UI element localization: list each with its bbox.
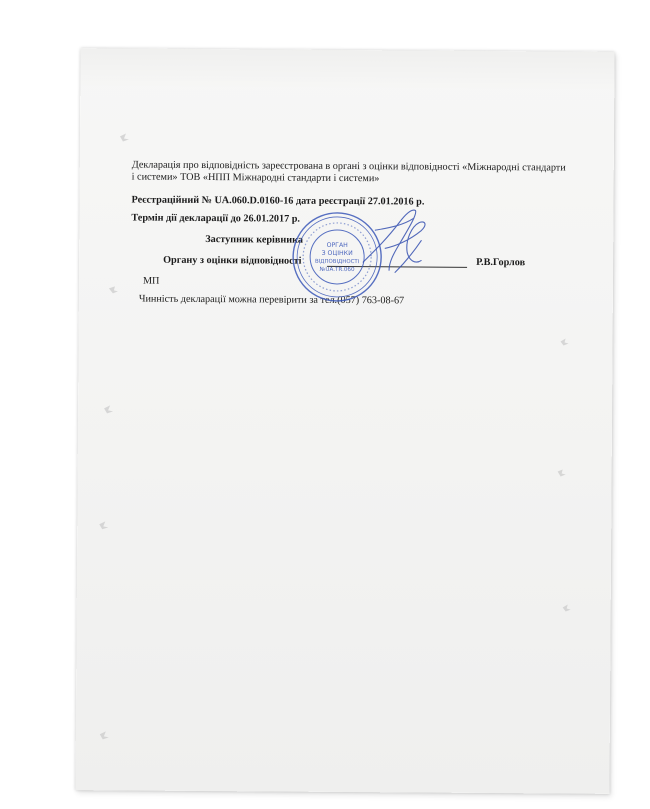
stamp-text-4: №UA.TR.060 xyxy=(319,266,355,274)
declaration-text-line-2: і системи» ТОВ «НПП Міжнародні стандарти і системи» xyxy=(131,171,380,185)
organ-title: Органу з оцінки відповідності xyxy=(163,254,302,267)
validity-term: Термін дії декларації до 26.01.2017 р. xyxy=(131,212,301,225)
stamp-text-3: ВІДПОВІДНОСТІ xyxy=(314,258,360,266)
document-page xyxy=(75,48,614,794)
verification-phone-line: Чинність декларації можна перевірити за тел.(057) 763-08-67 xyxy=(138,293,405,307)
registration-line: Реєстраційний № UA.060.D.0160-16 дата реєстрації 27.01.2016 р. xyxy=(131,194,425,208)
signatory-name: Р.В.Горлов xyxy=(476,256,526,269)
declaration-text-line-1: Декларація про відповідність зареєстрована в органі з оцінки відповідності «Міжнародні стандарти xyxy=(131,159,566,174)
seal-place-label: МП xyxy=(142,275,160,287)
stamp-text-2: З ОЦІНКИ xyxy=(321,249,353,258)
stamp-text-1: ОРГАН xyxy=(326,241,348,250)
deputy-title: Заступник керівника xyxy=(205,234,303,246)
handwritten-signature xyxy=(355,200,436,287)
